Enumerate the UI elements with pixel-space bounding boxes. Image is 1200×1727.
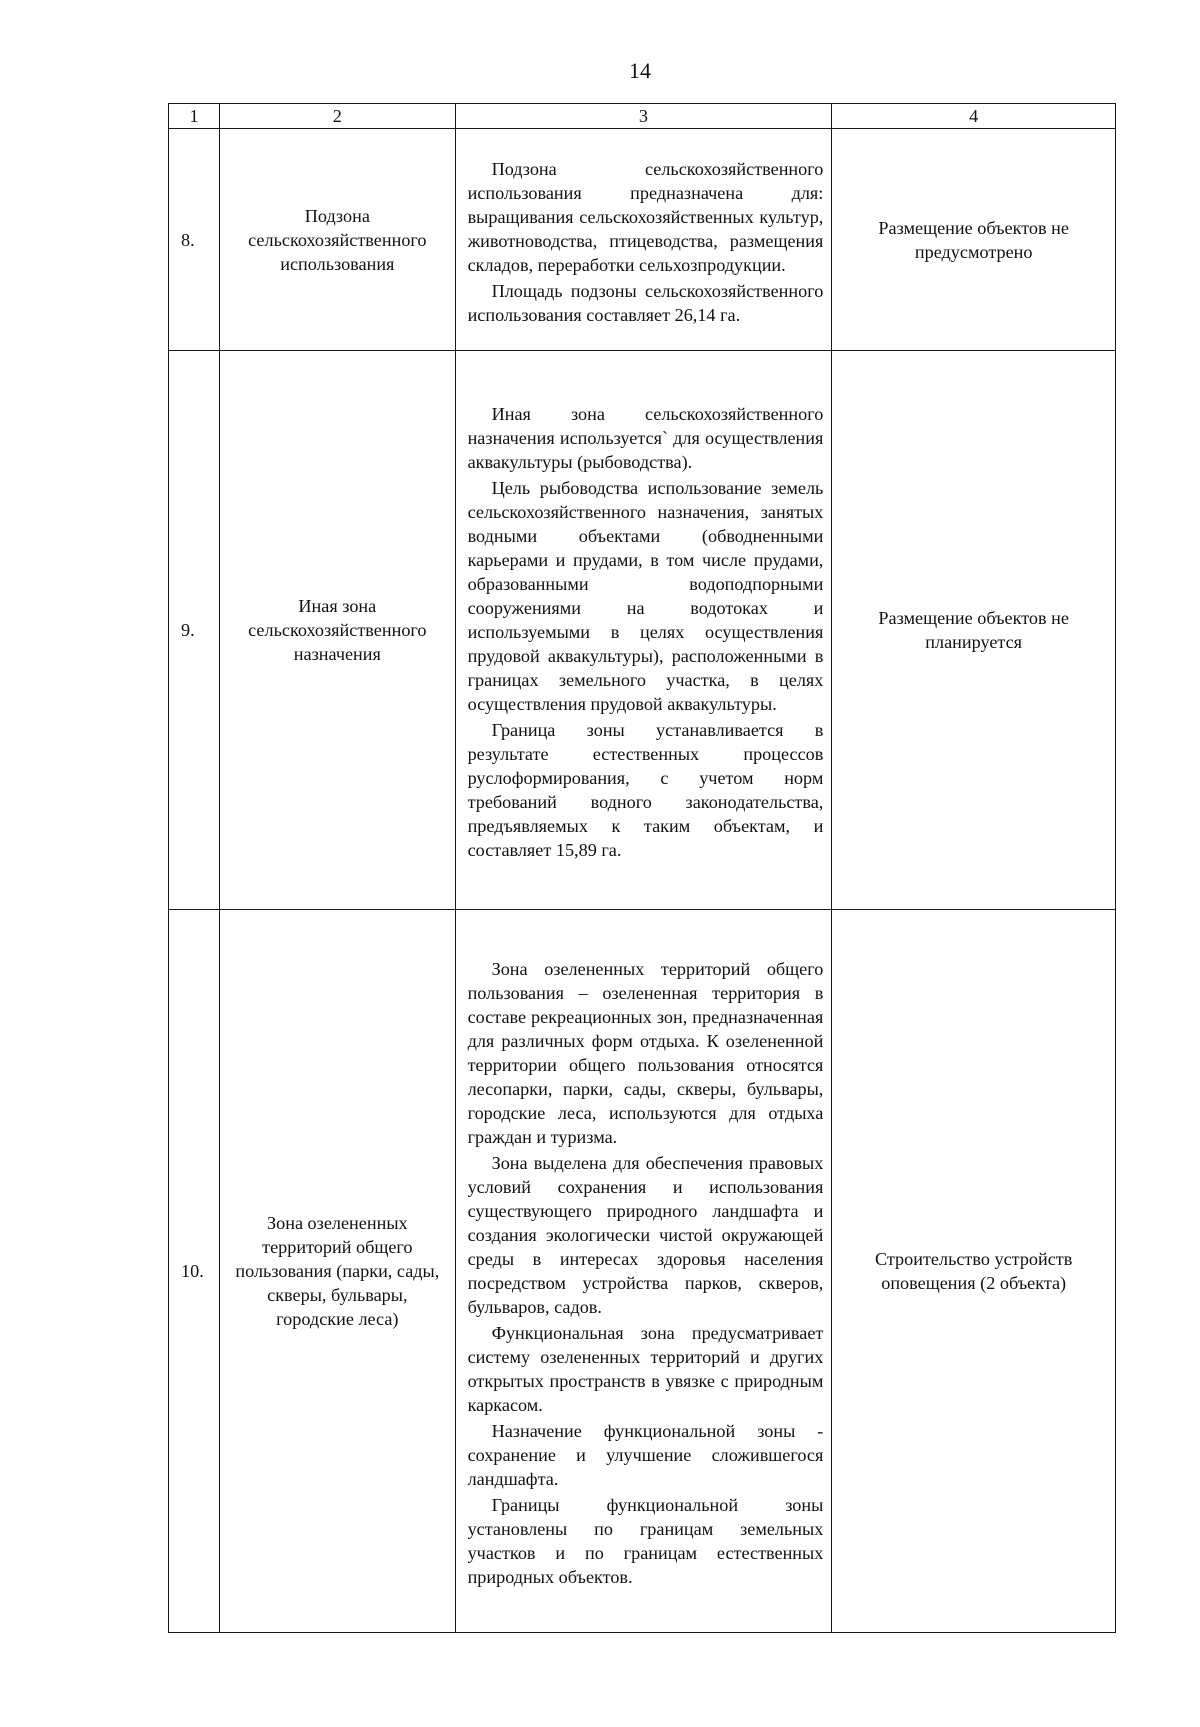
row-number: 10.	[169, 910, 220, 1633]
row-number: 9.	[169, 351, 220, 910]
description-paragraph: Граница зоны устанавливается в результате естественных процессов руслоформирования, с учетом норм требований водного законодательства, предъявляемых к таким объектам, и составляет 15,89 га.	[467, 720, 824, 860]
table-row	[169, 351, 1116, 910]
column-header: 2	[220, 104, 455, 129]
zone-description	[455, 351, 832, 910]
table-row	[169, 910, 1116, 1633]
placement-note: Строительство устройств оповещения (2 объекта)	[832, 910, 1116, 1633]
description-paragraph: Зона озелененных территорий общего пользования – озелененная территория в составе рекреационных зон, предназначенная для различных форм отдыха. К озелененной территории общего пользования относятся лесопарки, парки, сады, скверы, бульвары, городские леса, используются для отдыха граждан и туризма.	[467, 959, 824, 1147]
description-paragraph: Подзона сельскохозяйственного использования предназначена для: выращивания сельскохозяйственных культур, животноводства, птицеводства, размещения складов, переработки сельхозпродукции.	[467, 158, 824, 275]
zone-description	[455, 910, 832, 1633]
zone-name: Подзона сельскохозяйственного использования	[220, 129, 455, 351]
zone-name: Зона озелененных территорий общего пользования (парки, сады, скверы, бульвары, городские леса)	[220, 910, 455, 1633]
page-number: 14	[629, 58, 651, 83]
description-paragraph: Площадь подзоны сельскохозяйственного использования составляет 26,14 га.	[467, 280, 824, 325]
row-number: 8.	[169, 129, 220, 351]
description-paragraph: Границы функциональной зоны установлены по границам земельных участков и по границам естественных природных объектов.	[467, 1495, 824, 1587]
zones-table	[168, 103, 1116, 1633]
column-header: 4	[832, 104, 1116, 129]
placement-note: Размещение объектов не планируется	[832, 351, 1116, 910]
table-header-row	[169, 104, 1116, 129]
description-paragraph: Функциональная зона предусматривает систему озелененных территорий и других открытых пространств в увязке с природным каркасом.	[467, 1323, 824, 1415]
column-header: 1	[169, 104, 220, 129]
table-row	[169, 129, 1116, 351]
description-paragraph: Зона выделена для обеспечения правовых условий сохранения и использования существующего природного ландшафта и создания экологически чистой окружающей среды в интересах здоровья населения посредством устройства парков, скверов, бульваров, садов.	[467, 1153, 824, 1317]
placement-note: Размещение объектов не предусмотрено	[832, 129, 1116, 351]
zone-description	[455, 129, 832, 351]
zone-name: Иная зона сельскохозяйственного назначения	[220, 351, 455, 910]
description-paragraph: Назначение функциональной зоны - сохранение и улучшение сложившегося ландшафта.	[467, 1421, 824, 1489]
column-header: 3	[455, 104, 832, 129]
description-paragraph: Цель рыбоводства использование земель сельскохозяйственного назначения, занятых водными объектами (обводненными карьерами и прудами, в том числе прудами, образованными водоподпорными сооружениями на водотоках и используемыми в целях осуществления прудовой аквакультуры), расположенными в границах земельного участка, в целях осуществления прудовой аквакультуры.	[467, 478, 824, 714]
description-paragraph: Иная зона сельскохозяйственного назначения используется` для осуществления аквакультуры (рыбоводства).	[467, 404, 824, 472]
